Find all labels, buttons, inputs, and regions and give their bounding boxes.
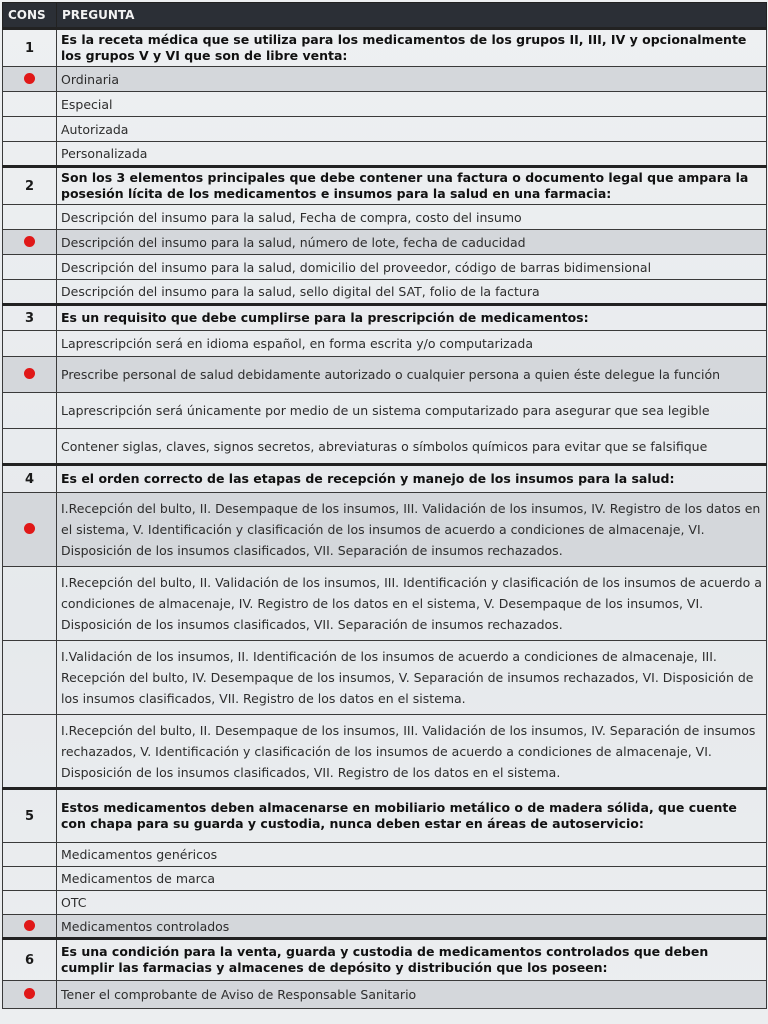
option-text[interactable]: Especial bbox=[57, 92, 767, 117]
answer-mark bbox=[3, 117, 57, 142]
option-row[interactable] bbox=[3, 915, 767, 939]
option-row[interactable] bbox=[3, 567, 767, 641]
option-row[interactable] bbox=[3, 357, 767, 393]
answer-mark bbox=[3, 715, 57, 789]
option-text[interactable]: Descripción del insumo para la salud, número de lote, fecha de caducidad bbox=[57, 230, 767, 255]
option-text[interactable]: Personalizada bbox=[57, 142, 767, 167]
question-row bbox=[3, 305, 767, 331]
question-number: 6 bbox=[3, 939, 57, 981]
question-row bbox=[3, 29, 767, 67]
answer-mark bbox=[3, 92, 57, 117]
question-number: 5 bbox=[3, 789, 57, 843]
selected-dot-icon bbox=[24, 988, 35, 999]
option-row[interactable] bbox=[3, 92, 767, 117]
answer-mark bbox=[3, 67, 57, 92]
answer-mark bbox=[3, 205, 57, 230]
header-cons: CONS bbox=[3, 3, 57, 29]
question-table bbox=[2, 2, 767, 1009]
option-row[interactable] bbox=[3, 117, 767, 142]
option-text[interactable]: Medicamentos de marca bbox=[57, 867, 767, 891]
answer-mark bbox=[3, 357, 57, 393]
question-number: 3 bbox=[3, 305, 57, 331]
question-text: Es un requisito que debe cumplirse para la prescripción de medicamentos: bbox=[57, 305, 767, 331]
selected-dot-icon bbox=[24, 236, 35, 247]
answer-mark bbox=[3, 331, 57, 357]
option-row[interactable] bbox=[3, 981, 767, 1009]
answer-mark bbox=[3, 867, 57, 891]
option-row[interactable] bbox=[3, 205, 767, 230]
option-text[interactable]: I.Recepción del bulto, II. Desempaque de los insumos, III. Validación de los insumos, IV. Registro de los datos en el sistema, V. Identificación y clasificación de los insumos de acuerdo a condiciones de almacenaje, VI. Disposición de los insumos clasificados, VII. Separación de insumos rechazados. bbox=[57, 493, 767, 567]
question-row bbox=[3, 465, 767, 493]
answer-mark bbox=[3, 429, 57, 465]
option-text[interactable]: I.Recepción del bulto, II. Desempaque de los insumos, III. Validación de los insumos, IV. Separación de insumos rechazados, V. Identificación y clasificación de los insumos de acuerdo a condiciones de almacenaje, VI. Disposición de los insumos clasificados, VII. Registro de los datos en el sistema. bbox=[57, 715, 767, 789]
option-text[interactable]: Medicamentos controlados bbox=[57, 915, 767, 939]
option-text[interactable]: OTC bbox=[57, 891, 767, 915]
option-row[interactable] bbox=[3, 867, 767, 891]
option-row[interactable] bbox=[3, 891, 767, 915]
header-pregunta: PREGUNTA bbox=[57, 3, 767, 29]
selected-dot-icon bbox=[24, 368, 35, 379]
option-text[interactable]: Prescribe personal de salud debidamente autorizado o cualquier persona a quien éste delegue la función bbox=[57, 357, 767, 393]
option-row[interactable] bbox=[3, 230, 767, 255]
option-text[interactable]: Tener el comprobante de Aviso de Responsable Sanitario bbox=[57, 981, 767, 1009]
question-text: Es el orden correcto de las etapas de recepción y manejo de los insumos para la salud: bbox=[57, 465, 767, 493]
question-row bbox=[3, 789, 767, 843]
answer-mark bbox=[3, 255, 57, 280]
answer-mark bbox=[3, 567, 57, 641]
option-row[interactable] bbox=[3, 393, 767, 429]
option-row[interactable] bbox=[3, 429, 767, 465]
option-row[interactable] bbox=[3, 255, 767, 280]
selected-dot-icon bbox=[24, 523, 35, 534]
option-row[interactable] bbox=[3, 331, 767, 357]
option-text[interactable]: Descripción del insumo para la salud, Fecha de compra, costo del insumo bbox=[57, 205, 767, 230]
question-number: 1 bbox=[3, 29, 57, 67]
option-text[interactable]: Ordinaria bbox=[57, 67, 767, 92]
option-text[interactable]: Laprescripción será en idioma español, en forma escrita y/o computarizada bbox=[57, 331, 767, 357]
answer-mark bbox=[3, 641, 57, 715]
option-row[interactable] bbox=[3, 715, 767, 789]
option-text[interactable]: Laprescripción será únicamente por medio de un sistema computarizado para asegurar que sea legible bbox=[57, 393, 767, 429]
option-text[interactable]: Descripción del insumo para la salud, domicilio del proveedor, código de barras bidimensional bbox=[57, 255, 767, 280]
selected-dot-icon bbox=[24, 73, 35, 84]
answer-mark bbox=[3, 280, 57, 305]
answer-mark bbox=[3, 393, 57, 429]
option-text[interactable]: Contener siglas, claves, signos secretos, abreviaturas o símbolos químicos para evitar que se falsifique bbox=[57, 429, 767, 465]
option-text[interactable]: Descripción del insumo para la salud, sello digital del SAT, folio de la factura bbox=[57, 280, 767, 305]
question-row bbox=[3, 939, 767, 981]
table-header bbox=[3, 3, 767, 29]
question-text: Estos medicamentos deben almacenarse en mobiliario metálico o de madera sólida, que cuente con chapa para su guarda y custodia, nunca deben estar en áreas de autoservicio: bbox=[57, 789, 767, 843]
answer-mark bbox=[3, 981, 57, 1009]
question-text: Es la receta médica que se utiliza para los medicamentos de los grupos II, III, IV y opcionalmente los grupos V y VI que son de libre venta: bbox=[57, 29, 767, 67]
question-text: Es una condición para la venta, guarda y custodia de medicamentos controlados que deben cumplir las farmacias y almacenes de depósito y distribución que los poseen: bbox=[57, 939, 767, 981]
option-text[interactable]: Medicamentos genéricos bbox=[57, 843, 767, 867]
option-row[interactable] bbox=[3, 641, 767, 715]
answer-mark bbox=[3, 843, 57, 867]
option-row[interactable] bbox=[3, 493, 767, 567]
answer-mark bbox=[3, 142, 57, 167]
option-row[interactable] bbox=[3, 67, 767, 92]
option-text[interactable]: I.Validación de los insumos, II. Identificación de los insumos de acuerdo a condiciones de almacenaje, III. Recepción del bulto, IV. Desempaque de los insumos, V. Separación de insumos rechazados, VI. Disposición de los insumos clasificados, VII. Registro de los datos en el sistema. bbox=[57, 641, 767, 715]
answer-mark bbox=[3, 915, 57, 939]
answer-mark bbox=[3, 891, 57, 915]
question-row bbox=[3, 167, 767, 205]
answer-mark bbox=[3, 230, 57, 255]
selected-dot-icon bbox=[24, 920, 35, 931]
question-text: Son los 3 elementos principales que debe contener una factura o documento legal que ampara la posesión lícita de los medicamentos e insumos para la salud en una farmacia: bbox=[57, 167, 767, 205]
question-number: 4 bbox=[3, 465, 57, 493]
option-row[interactable] bbox=[3, 142, 767, 167]
option-text[interactable]: Autorizada bbox=[57, 117, 767, 142]
question-number: 2 bbox=[3, 167, 57, 205]
option-row[interactable] bbox=[3, 843, 767, 867]
option-row[interactable] bbox=[3, 280, 767, 305]
option-text[interactable]: I.Recepción del bulto, II. Validación de los insumos, III. Identificación y clasificación de los insumos de acuerdo a condiciones de almacenaje, IV. Registro de los datos en el sistema, V. Desempaque de los insumos, VI. Disposición de los insumos clasificados, VII. Separación de insumos rechazados. bbox=[57, 567, 767, 641]
answer-mark bbox=[3, 493, 57, 567]
